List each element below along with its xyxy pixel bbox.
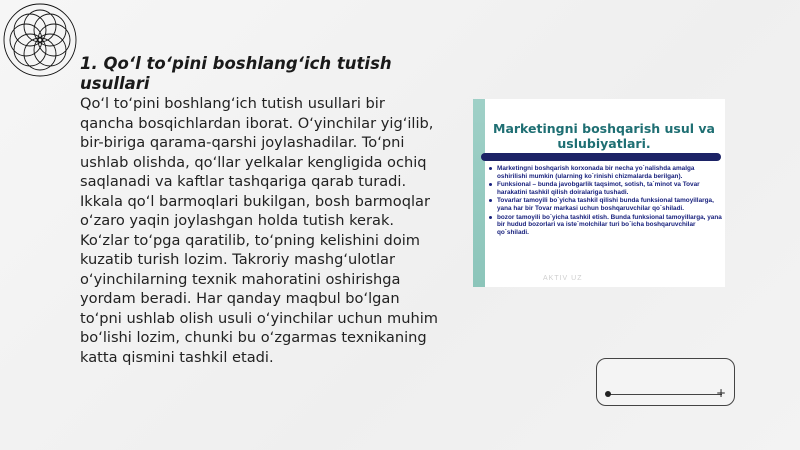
embedded-title-bar (481, 153, 721, 161)
embedded-bullet-item: Funksional – bunda javobgarlik taqsimot, sotish, ta`minot va Tovar harakatini tashkil qilish doiralariga tushadi. (497, 181, 723, 196)
embedded-bullet-list (497, 165, 723, 237)
embedded-bullet-item: Marketingni boshqarish korxonada bir necha yo`nalishda amalga oshirilishi mumkin (ularning ko`rinishi chizmalarda berilgan). (497, 165, 723, 180)
dot-icon[interactable] (605, 391, 611, 397)
circular-rings-icon (2, 2, 78, 78)
embedded-watermark: AKTIV UZ (543, 275, 583, 282)
embedded-bullet-item: bozor tamoyili bo`yicha tashkil etish. Bunda funksional tamoyillarga, yana bir hudud bozorlari va iste`molchilar turi bo`icha boshqaruvchilar qo`shiladi. (497, 213, 722, 236)
body-paragraph: Qo‘l to‘pini boshlang‘ich tutish usullari bir qancha bosqichlardan iborat. O‘yinchilar yig‘ilib, bir-biriga qarama-qarshi joylashadilar. To‘pni ushlab olishda, qo‘llar yelkalar kengligida ochiq saqlanadi va kaftlar tashqariga qarab turadi. Ikkala qo‘l barmoqlari bukilgan, bosh barmoqlar o‘zaro yaqin joylashgan holda tutish kerak. Ko‘zlar to‘pga qaratilib, to‘pning kelishini doim kuzatib turish lozim. Takroriy mashg‘ulotlar o‘yinchilarning texnik mahoratini oshirishga yordam beradi. Har qanday maqbul bo‘lgan to‘pni ushlab olish usuli o‘yinchilar uchun muhim bo‘lishi lozim, chunki bu o‘zgarmas texnikaning katta qismini tashkil etadi. (80, 95, 438, 366)
media-progress-widget (596, 358, 735, 406)
embedded-sidebar-stripe (473, 99, 485, 287)
embedded-slide-image (473, 99, 725, 287)
embedded-slide-title: Marketingni boshqarish usul va uslubiyatlari. (493, 121, 715, 151)
embedded-bullet-item: Tovarlar tamoyili bo`yicha tashkil qilishi bunda funksional tamoyillarga, yana har bir Tovar markasi uchun boshqaruvchilar qo`shiladi. (497, 197, 723, 212)
slider-track[interactable] (607, 394, 722, 395)
plus-icon[interactable]: + (715, 386, 727, 400)
slide-title: 1. Qo‘l to‘pini boshlang‘ich tutish usullari (80, 54, 392, 93)
